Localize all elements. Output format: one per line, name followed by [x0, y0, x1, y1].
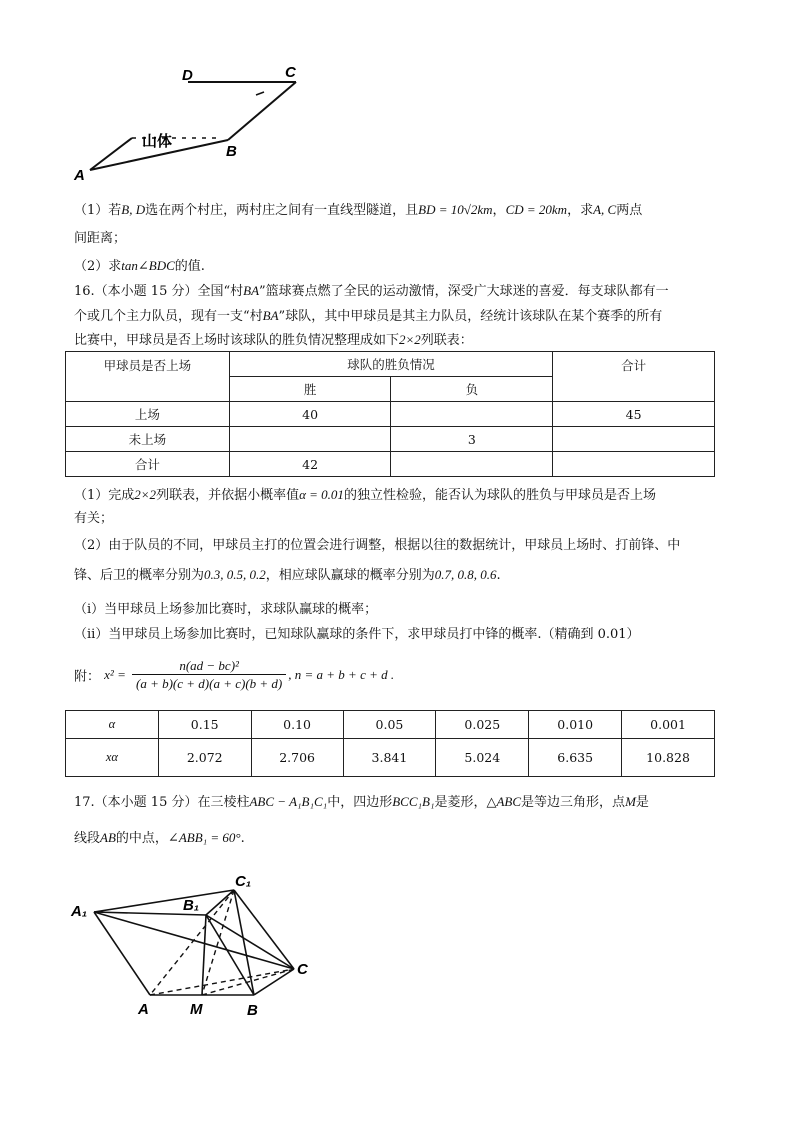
- q16-text: ”篮球赛点燃了全民的运动激情，深受广大球迷的喜爱．每支球队都有一: [259, 284, 669, 299]
- q16-text: 的独立性检验，能否认为球队的胜负与甲球员是否上场: [343, 488, 656, 503]
- critical-value: 6.635: [529, 739, 622, 777]
- critical-row: [66, 739, 715, 777]
- q16-text: 列联表：: [420, 333, 473, 348]
- label-m: M: [190, 1001, 203, 1018]
- q16-part2-cont: [74, 566, 501, 585]
- cell-total: [553, 427, 715, 452]
- formula-lhs: x² =: [104, 667, 126, 682]
- critical-value: 3.841: [343, 739, 436, 777]
- label-b: B: [247, 1002, 258, 1019]
- formula-numerator: n(ad − bc)²: [132, 657, 286, 675]
- mountain-label: 山体: [142, 133, 173, 150]
- q17-text: .: [240, 831, 245, 846]
- cell-lose: [391, 452, 553, 477]
- q17-math: ABC − A₁B₁C₁: [249, 794, 328, 809]
- q16-text: 锋、后卫的概率分别为: [74, 568, 205, 583]
- q16-text: 列联表，并依据小概率值: [156, 488, 300, 503]
- q15-p1-math: B, D: [121, 202, 146, 217]
- label-c1: C₁: [235, 873, 252, 890]
- label-b: B: [226, 143, 237, 160]
- header-total: 合计: [553, 352, 715, 402]
- tunnel-mark: [256, 92, 264, 95]
- alpha-value: 0.10: [251, 711, 343, 739]
- label-b1: B₁: [183, 897, 200, 914]
- q16-math: 2×2: [399, 332, 421, 347]
- q16-text: 个或几个主力队员，现有一支“村: [74, 309, 263, 324]
- cell-win: 42: [229, 452, 391, 477]
- cell-lose: [391, 402, 553, 427]
- q16-text: ”球队，其中甲球员是其主力队员，经统计该球队在某个赛季的所有: [278, 309, 663, 324]
- critical-value: 2.706: [251, 739, 343, 777]
- q16-sub-ii: （ii）当甲球员上场参加比赛时，已知球队赢球的条件下，求甲球员打中锋的概率.（精确到 0.01）: [74, 627, 640, 642]
- header-outcome: 球队的胜负情况: [229, 352, 552, 377]
- header-lose: 负: [391, 377, 553, 402]
- cell-win: [229, 427, 391, 452]
- table-row: [66, 402, 715, 427]
- q17-line-2: [74, 829, 245, 848]
- table-header-row: [66, 352, 715, 377]
- mountain-figure: [70, 60, 320, 185]
- edge-c1-c: [234, 890, 294, 969]
- q17-text: 是等边三角形，点: [521, 795, 626, 810]
- q16-part1: [74, 486, 656, 505]
- prism-figure: [65, 862, 325, 1022]
- critical-value-table: [65, 710, 715, 777]
- q16-part1-cont: 有关；: [74, 511, 114, 526]
- table-row: [66, 427, 715, 452]
- q17-math: ∠ABB₁ = 60°: [167, 830, 241, 845]
- q16-math: 0.7, 0.8, 0.6: [434, 567, 497, 582]
- q17-math: M: [625, 794, 636, 809]
- segment-cb: [228, 82, 296, 140]
- alpha-value: 0.010: [529, 711, 622, 739]
- edge-a1-a: [94, 912, 150, 995]
- label-a: A: [74, 167, 85, 184]
- row-label: 上场: [66, 402, 230, 427]
- q15-p1-text: 两点: [616, 203, 643, 218]
- alpha-value: 0.05: [343, 711, 436, 739]
- header-player-status: 甲球员是否上场: [66, 352, 230, 402]
- q17-text: 的中点，: [115, 831, 168, 846]
- appendix-label: 附：: [74, 669, 101, 685]
- formula-fraction: [132, 657, 286, 693]
- q16-sub-i: （i）当甲球员上场参加比赛时，求球队赢球的概率；: [74, 602, 378, 617]
- label-c: C: [297, 961, 308, 978]
- q17-text: 17.（本小题 15 分）在三棱柱: [74, 795, 250, 810]
- q17-text: 中，四边形: [327, 795, 393, 810]
- q17-math: △ABC: [486, 794, 522, 809]
- table-row: [66, 452, 715, 477]
- row-label: 未上场: [66, 427, 230, 452]
- alpha-value: 0.025: [436, 711, 529, 739]
- q15-part1: [74, 201, 642, 220]
- label-c: C: [285, 64, 296, 81]
- q16-part2: （2）由于队员的不同，甲球员主打的位置会进行调整，根据以往的数据统计，甲球员上场时、打前锋、中: [74, 538, 681, 553]
- q15-p1-math: BD = 10√2km: [418, 202, 493, 217]
- alpha-row: [66, 711, 715, 739]
- formula-tail: , n = a + b + c + d .: [288, 667, 395, 682]
- label-a: A: [138, 1001, 149, 1018]
- q16-intro-1: [74, 282, 669, 301]
- q15-p1-math: A, C: [593, 202, 617, 217]
- q17-line-1: [74, 793, 649, 812]
- critical-label: xα: [66, 739, 159, 777]
- q16-intro-3: [74, 331, 473, 350]
- hidden-edge-a-c: [150, 969, 294, 995]
- header-win: 胜: [229, 377, 391, 402]
- q15-p1-math: CD = 20km: [505, 202, 568, 217]
- alpha-value: 0.15: [158, 711, 251, 739]
- q15-part1-cont: 间距离；: [74, 231, 127, 246]
- q17-math: BCC₁B₁: [392, 794, 435, 809]
- q16-math: BA: [243, 283, 260, 298]
- q16-text: .: [496, 568, 501, 583]
- formula-line: [74, 657, 394, 693]
- q15-p1-text: ，: [492, 203, 506, 218]
- edge-b1-c: [206, 915, 294, 969]
- q16-text: 16.（本小题 15 分）全国“村: [74, 284, 244, 299]
- q16-math: α = 0.01: [299, 487, 344, 502]
- q16-text: （1）完成: [74, 488, 135, 503]
- label-a1: A₁: [71, 903, 88, 920]
- q16-intro-2: [74, 307, 662, 326]
- q16-math: 0.3, 0.5, 0.2: [204, 567, 266, 582]
- hidden-edge-c1-m: [202, 890, 234, 995]
- edge-b-c: [254, 969, 294, 995]
- q17-text: 是菱形，: [434, 795, 487, 810]
- critical-value: 2.072: [158, 739, 251, 777]
- cell-total: 45: [553, 402, 715, 427]
- alpha-label: α: [66, 711, 159, 739]
- q17-math: AB: [100, 830, 116, 845]
- q15-p1-text: （1）若: [74, 203, 122, 218]
- q17-text: 线段: [74, 831, 101, 846]
- q16-text: 比赛中，甲球员是否上场时该球队的胜负情况整理成如下: [74, 333, 400, 348]
- critical-value: 10.828: [622, 739, 715, 777]
- cell-win: 40: [229, 402, 391, 427]
- q16-math: 2×2: [134, 487, 157, 502]
- cell-lose: 3: [391, 427, 553, 452]
- q17-text: 是: [635, 795, 649, 810]
- q15-p1-text: ，求: [567, 203, 594, 218]
- contingency-table: [65, 351, 715, 477]
- q15-p2-text: （2）求: [74, 259, 122, 274]
- q15-p2-math: tan∠BDC: [121, 258, 175, 273]
- q15-part2: [74, 257, 205, 276]
- cell-total: [553, 452, 715, 477]
- q15-p2-text: 的值.: [174, 259, 205, 274]
- formula-denominator: (a + b)(c + d)(a + c)(b + d): [136, 676, 283, 691]
- label-d: D: [182, 67, 193, 84]
- q15-p1-text: 选在两个村庄，两村庄之间有一直线型隧道，且: [145, 203, 419, 218]
- alpha-value: 0.001: [622, 711, 715, 739]
- hidden-edge-m-c: [202, 969, 294, 995]
- critical-value: 5.024: [436, 739, 529, 777]
- row-label: 合计: [66, 452, 230, 477]
- q16-text: ，相应球队赢球的概率分别为: [265, 568, 435, 583]
- q16-math: BA: [262, 308, 279, 323]
